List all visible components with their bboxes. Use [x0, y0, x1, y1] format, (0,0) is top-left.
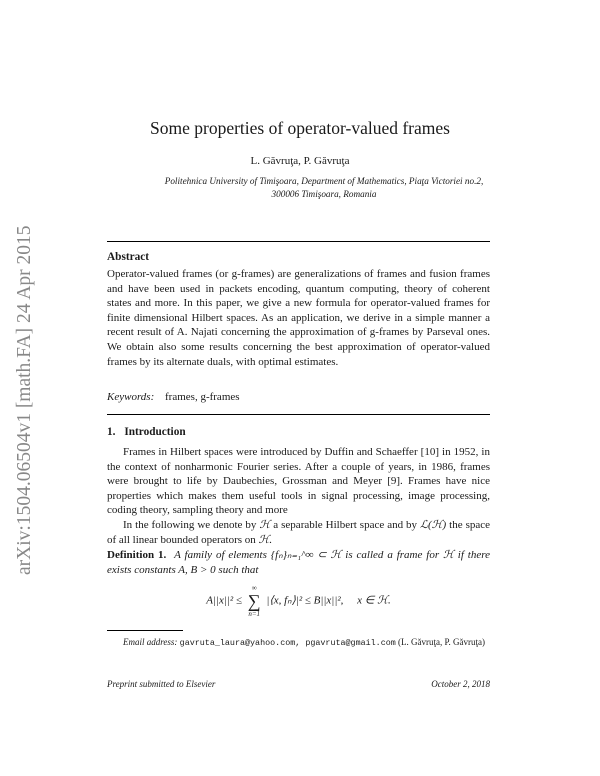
- section-title: Introduction: [124, 426, 186, 438]
- footnote-label: Email address:: [123, 637, 178, 647]
- intro-paragraph-1: Frames in Hilbert spaces were introduced by Duffin and Schaeffer [10] in 1952, in the context of nonharmonic Fourier series. After a couple of years, in 1986, frames were brought to life by Daubechies, Grossman and Meyer [9]. Frames have nice properties which makes them useful tools in signal processing, image processing, coding theory, sampling theory and more: [107, 446, 490, 517]
- arxiv-stamp: [14, 175, 36, 575]
- sum-lower-limit: n=1: [248, 610, 261, 618]
- intro2-part-a: In the following we denote by: [123, 519, 257, 531]
- abstract-top-rule: [107, 241, 490, 242]
- definition-text: A family of elements {fₙ}ₙ₌₁^∞ ⊂ ℋ is called a frame for ℋ if there exists constants A, B > 0 such that: [107, 549, 490, 576]
- footer-preprint: Preprint submitted to Elsevier: [107, 679, 216, 689]
- eq-middle: |⟨x, fₙ⟩|² ≤ B||x||²,: [266, 594, 344, 607]
- eq-qualifier: x ∈ ℋ.: [357, 594, 391, 607]
- abstract-heading: Abstract: [107, 251, 150, 263]
- frame-inequality: [107, 584, 490, 618]
- eq-lhs: A||x||² ≤: [206, 594, 243, 607]
- keywords: [107, 390, 490, 405]
- intro2-operator-space: ℒ(ℋ): [420, 519, 447, 531]
- sum-upper-limit: ∞: [251, 584, 257, 592]
- summation: [248, 584, 261, 618]
- sum-symbol: ∑: [247, 591, 261, 611]
- keywords-label: Keywords:: [107, 391, 155, 403]
- authors: L. Găvruţa, P. Găvruţa: [250, 155, 350, 167]
- intro-paragraph-2: [107, 518, 490, 547]
- keywords-values: frames, g-frames: [165, 391, 240, 403]
- paper-title: Some properties of operator-valued frames: [150, 118, 450, 138]
- intro2-end: ℋ.: [258, 533, 273, 546]
- intro2-hilbert-symbol: ℋ: [259, 519, 271, 531]
- arxiv-stamp-text: arXiv:1504.06504v1 [math.FA] 24 Apr 2015: [14, 225, 35, 575]
- intro2-part-c: the space of all linear bounded operators on: [107, 519, 491, 546]
- footnote: [107, 636, 490, 650]
- footnote-names: (L. Găvruţa, P. Găvruţa): [398, 637, 486, 647]
- section-heading: [107, 426, 186, 438]
- abstract-body: Operator-valued frames (or g-frames) are generalizations of frames and fusion frames and have been used in packets encoding, quantum computing, theory of coherent states and more. In this paper, we give a new formula for operator-valued frames for finite dimensional Hilbert spaces. As an application, we derive in a simple manner a recent result of A. Najati concerning the approximation of g-frames by Parseval ones. We obtain also some results concerning the best approximation of operator-valued frames by its alternate duals, with optimal estimates.: [107, 268, 490, 368]
- section-number: 1.: [107, 426, 116, 438]
- definition-label: Definition 1.: [107, 549, 167, 561]
- footnote-rule: [107, 630, 183, 631]
- definition-1: [107, 548, 490, 577]
- footer-date: October 2, 2018: [431, 679, 490, 689]
- intro2-part-b: a separable Hilbert space and by: [273, 519, 418, 531]
- footnote-emails[interactable]: gavruta_laura@yahoo.com, pgavruta@gmail.com: [179, 638, 396, 648]
- affiliation: Politehnica University of Timişoara, Department of Mathematics, Piaţa Victoriei no.2, 300006 Timişoara, Romania: [164, 176, 484, 199]
- abstract-bottom-rule: [107, 414, 490, 415]
